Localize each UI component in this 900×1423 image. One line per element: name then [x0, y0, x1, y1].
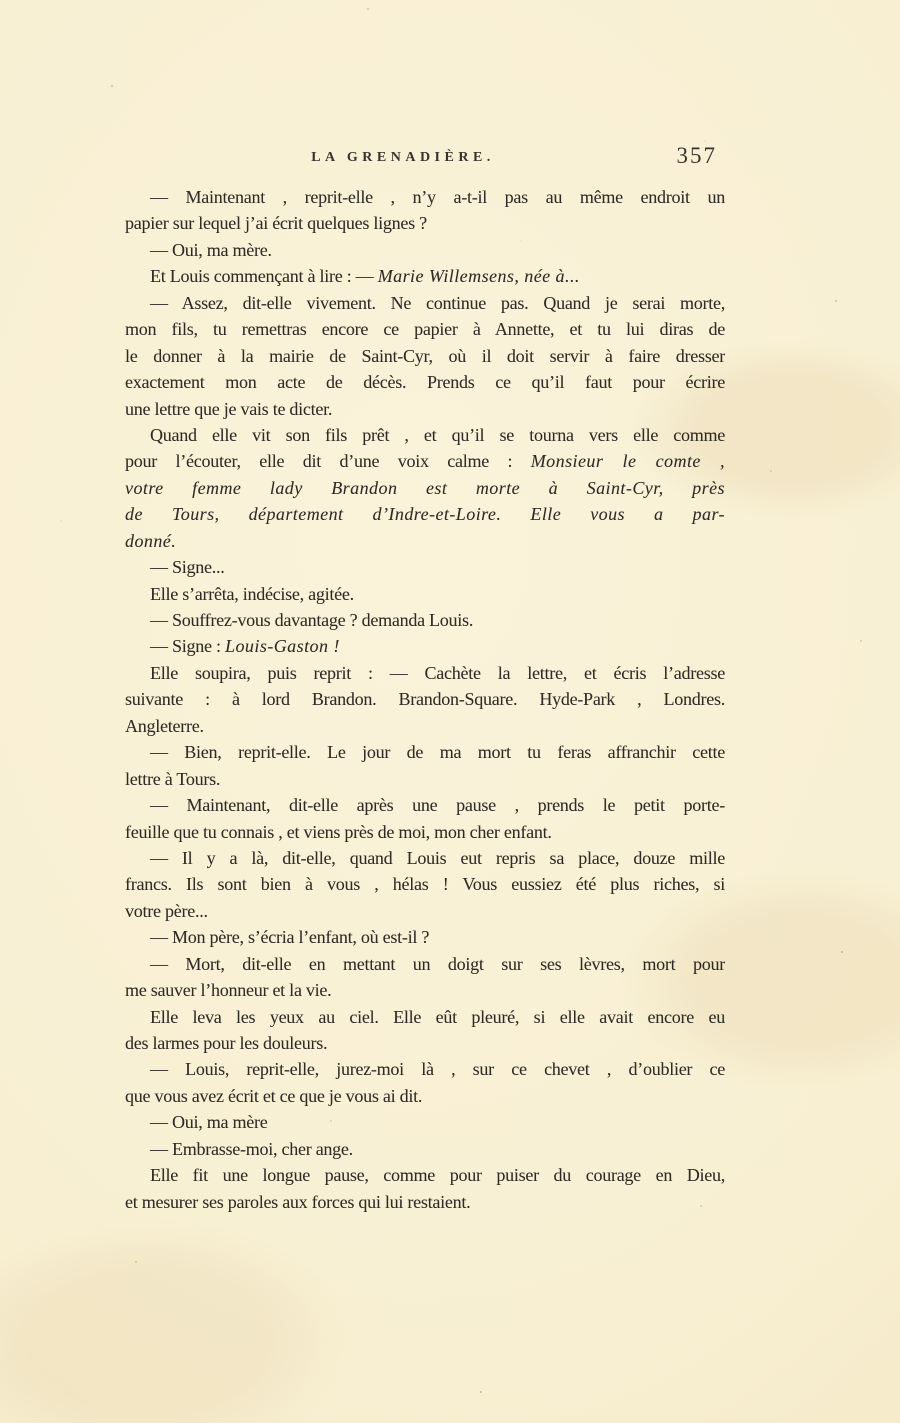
text-line [125, 448, 725, 474]
text-segment: feuille que tu connais , et viens près de moi, mon cher enfant. [125, 821, 552, 842]
text-line [125, 871, 725, 897]
paragraph [125, 1162, 725, 1215]
text-line [125, 1056, 725, 1082]
text-line [125, 501, 725, 527]
text-line [125, 263, 725, 289]
paragraph [125, 792, 725, 845]
text-line [125, 845, 725, 871]
paragraph [125, 1136, 725, 1162]
text-line [125, 581, 725, 607]
text-segment: mon fils, tu remettras encore ce papier à Annette, et tu lui diras de [125, 319, 725, 340]
text-segment: Elle soupira, puis reprit : — Cachète la lettre, et écris l’adresse [150, 662, 725, 683]
text-line [125, 660, 725, 686]
text-line [125, 396, 725, 422]
text-line [125, 528, 725, 554]
text-segment: francs. Ils sont bien à vous , hélas ! Vous eussiez été plus riches, si [125, 874, 725, 895]
text-segment: une lettre que je vais te dicter. [125, 398, 333, 419]
paragraph [125, 263, 725, 289]
text-line [125, 210, 725, 236]
italic-text: votre femme lady Brandon est morte à Saint-Cyr, près [125, 477, 725, 498]
italic-text: Louis-Gaston ! [225, 636, 340, 657]
text-line [125, 766, 725, 792]
text-line [125, 237, 725, 263]
text-segment: et mesurer ses paroles aux forces qui lui restaient. [125, 1191, 471, 1212]
text-segment: — Souffrez-vous davantage ? demanda Louis. [150, 610, 474, 630]
body-text [125, 184, 725, 1215]
text-line [125, 1083, 725, 1109]
text-segment: lettre à Tours. [125, 768, 221, 789]
paragraph [125, 581, 725, 607]
paragraph [125, 607, 725, 633]
text-segment: papier sur lequel j’ai écrit quelques lignes ? [125, 213, 427, 234]
paragraph [125, 924, 725, 950]
text-segment: — Oui, ma mère [150, 1112, 268, 1133]
text-line [125, 1162, 725, 1188]
text-segment: des larmes pour les douleurs. [125, 1033, 328, 1053]
paragraph [125, 739, 725, 792]
text-line [125, 739, 725, 765]
text-segment: Elle leva les yeux au ciel. Elle eût pleuré, si elle avait encore eu [150, 1006, 725, 1027]
italic-text: de Tours, département d’Indre-et-Loire. Elle vous a par- [125, 504, 725, 525]
paragraph [125, 554, 725, 580]
text-segment: le donner à la mairie de Saint-Cyr, où il doit servir à faire dresser [125, 345, 725, 366]
paragraph [125, 1109, 725, 1135]
text-segment: — Mon père, s’écria l’enfant, où est-il ? [150, 927, 430, 948]
text-segment: Angleterre. [125, 715, 204, 736]
text-line [125, 316, 725, 342]
paragraph [125, 290, 725, 422]
text-line [125, 898, 725, 924]
paragraph [125, 237, 725, 263]
text-segment: pour l’écouter, elle dit d’une voix calme : [125, 451, 531, 472]
text-line [125, 686, 725, 712]
text-segment: — Signe : [150, 636, 226, 657]
italic-text: Marie Willemsens, née à... [377, 266, 580, 287]
text-line [125, 713, 725, 739]
page-header [125, 143, 725, 177]
paragraph [125, 1056, 725, 1109]
text-line [125, 1109, 725, 1135]
text-segment: Elle s’arrêta, indécise, agitée. [150, 583, 354, 604]
text-segment: Elle fit une longue pause, comme pour puiser du courage en Dieu, [150, 1165, 725, 1186]
text-segment: votre père... [125, 900, 208, 921]
paragraph [125, 184, 725, 237]
text-line [125, 1030, 725, 1056]
text-line [125, 819, 725, 845]
paragraph [125, 660, 725, 739]
text-line [125, 475, 725, 501]
italic-text: Monsieur le comte , [530, 451, 725, 472]
text-segment: — Bien, reprit-elle. Le jour de ma mort tu feras affranchir cette [150, 742, 725, 763]
text-line [125, 1189, 725, 1215]
text-segment: — Maintenant, dit-elle après une pause , prends le petit porte- [150, 795, 725, 816]
text-line [125, 633, 725, 659]
text-line [125, 554, 725, 580]
text-segment: — Maintenant , reprit-elle , n’y a-t-il pas au même endroit un [150, 187, 725, 207]
text-line [125, 977, 725, 1003]
text-line [125, 422, 725, 448]
running-title: LA GRENADIÈRE. [311, 150, 495, 165]
italic-text: donné. [125, 530, 177, 551]
paragraph [125, 422, 725, 554]
text-line [125, 369, 725, 395]
text-segment: exactement mon acte de décès. Prends ce qu’il faut pour écrire [125, 372, 725, 393]
text-segment: — Assez, dit-elle vivement. Ne continue pas. Quand je serai morte, [150, 292, 725, 313]
text-segment: Et Louis commençant à lire : — [150, 266, 378, 287]
text-line [125, 1004, 725, 1030]
text-segment: Quand elle vit son fils prêt , et qu’il se tourna vers elle comme [150, 424, 725, 445]
text-segment: suivante : à lord Brandon. Brandon-Square. Hyde-Park , Londres. [125, 689, 725, 710]
paragraph [125, 951, 725, 1004]
text-segment: me sauver l’honneur et la vie. [125, 980, 332, 1001]
text-segment: — Signe... [150, 557, 225, 578]
text-segment: — Oui, ma mère. [150, 239, 272, 260]
paragraph [125, 633, 725, 659]
text-line [125, 792, 725, 818]
paragraph [125, 845, 725, 924]
text-segment: que vous avez écrit et ce que je vous ai dit. [125, 1085, 423, 1106]
text-segment: — Il y a là, dit-elle, quand Louis eut repris sa place, douze mille [150, 847, 725, 868]
text-segment: — Embrasse-moi, cher ange. [150, 1138, 353, 1159]
text-line [125, 1136, 725, 1162]
text-line [125, 924, 725, 950]
text-segment: — Mort, dit-elle en mettant un doigt sur ses lèvres, mort pour [150, 953, 725, 974]
page-number: 357 [676, 143, 717, 168]
paragraph [125, 1004, 725, 1057]
text-line [125, 607, 725, 633]
text-line [125, 184, 725, 210]
text-line [125, 290, 725, 316]
text-line [125, 343, 725, 369]
text-segment: — Louis, reprit-elle, jurez-moi là , sur ce chevet , d’oublier ce [150, 1059, 725, 1080]
text-line [125, 951, 725, 977]
